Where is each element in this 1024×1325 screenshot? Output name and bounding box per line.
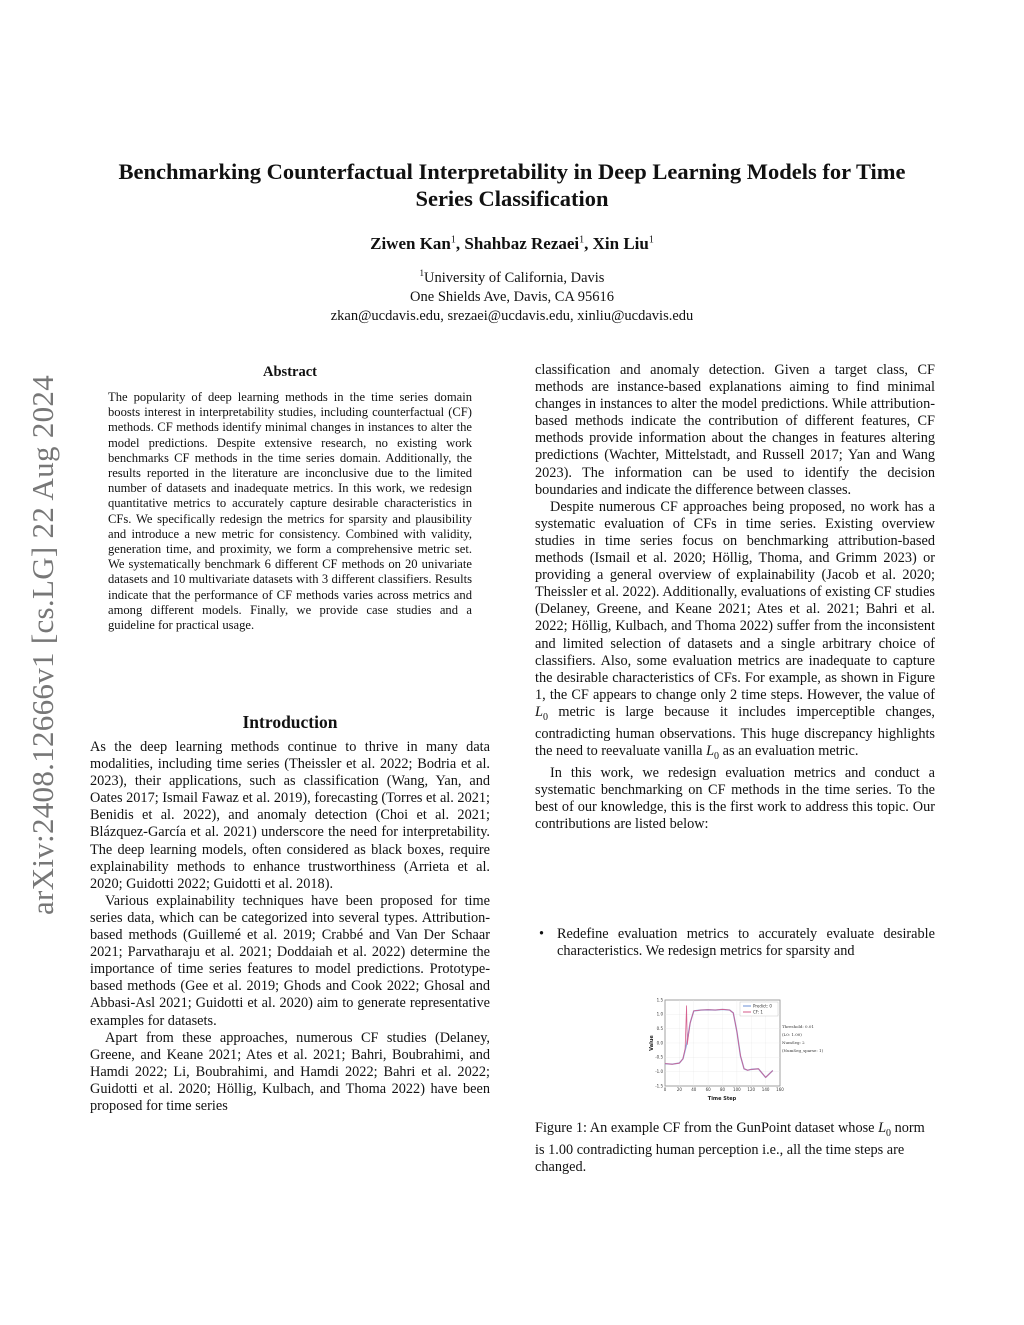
x-tick-label: 0 [663, 1087, 667, 1092]
y-axis-label: Value [649, 1035, 655, 1051]
right-paragraph-2-part-a: Despite numerous CF approaches being proposed, no work has a systematic evaluation of CFs in time series. Existing overview studies in time series focus on benchmarking attribution-based methods (Ismail et al. 2020; Höllig, Thoma, and Grimm 2023) or providing a general overview of explainability (Jacob et al. 2020; Theissler et al. 2022). Additionally, evaluations of existing CF studies (Delaney, Greene, and Keane 2021; Ates et al. 2021; Bahri et al. 2022; Höllig, Kulbach, and Thoma 2022) suffer from the inconsistent and limited selection of datasets and a single arbitrary choice of classifiers. Also, some evaluation metrics are inadequate to capture the desirable characteristics of CFs. For example, as shown in Figure 1, the CF appears to change only 2 time steps. However, the value of [535, 498, 935, 703]
cf-line-chart [645, 996, 825, 1102]
right-paragraph-1: classification and anomaly detection. Given a target class, CF methods are instance-based explanations aiming to find minimal changes in instances to alter the model predictions. While attribution-based methods indicate the contribution of different features, CF methods provide information about the changes in features altering predictions (Wachter, Mittelstadt, and Russell 2017; Yan and Wang 2023). The information can be used to identify the decision boundaries and indicate the difference between classes. [535, 362, 935, 498]
math-subscript: 0 [714, 750, 720, 762]
affiliation-block [80, 264, 944, 326]
author-separator: , [455, 234, 465, 253]
y-tick-label: 0.0 [656, 1040, 663, 1046]
l0-symbol [535, 703, 548, 723]
author-list [80, 234, 944, 254]
affiliation-address: One Shields Ave, Davis, CA 95616 [410, 288, 614, 305]
l0-symbol [878, 1120, 892, 1139]
left-column-body [90, 739, 490, 1115]
y-tick-label: -1.0 [655, 1069, 663, 1075]
series-line-cf [665, 1003, 773, 1078]
affiliation-mark: 1 [419, 268, 425, 278]
intro-paragraph-1: As the deep learning methods continue to thrive in many data modalities, including time series (Theissler et al. 2022; Bodria et al. 2023), their applications, such as classification (Wang, Yan, and Oates 2017; Ismail Fawaz et al. 2019), forecasting (Torres et al. 2021; Benidis et al. 2022), and anomaly detection (Choi et al. 2021; Blázquez-García et al. 2021) underscore the need for interpretability. The deep learning models, often considered as black boxes, require explainability methods to enhance trustworthiness (Arrieta et al. 2020; Guidotti 2022; Guidotti et al. 2018). [90, 739, 490, 892]
arxiv-identifier [8, 350, 78, 940]
y-tick-label: 1.5 [656, 997, 663, 1003]
legend-label-cf: CF: 1 [753, 1009, 763, 1015]
y-tick-label: -1.5 [655, 1083, 663, 1089]
series-layer [665, 1003, 773, 1078]
author-name: Ziwen Kan [370, 234, 451, 253]
x-tick-label: 120 [747, 1087, 756, 1092]
contribution-bullet [535, 926, 935, 960]
chart-legend [740, 1002, 778, 1016]
y-tick-label: 1.0 [656, 1011, 663, 1017]
math-subscript: 0 [886, 1127, 892, 1139]
introduction-heading: Introduction [242, 712, 338, 732]
author-emails: zkan@ucdavis.edu, srezaei@ucdavis.edu, xinliu@ucdavis.edu [330, 307, 694, 324]
paper-title [80, 158, 944, 212]
title-line-2: Series Classification [415, 186, 609, 211]
right-paragraph-2-part-c: as an evaluation metric. [722, 742, 859, 759]
chart-annotations [782, 1024, 824, 1053]
x-tick-label: 60 [705, 1087, 711, 1092]
y-tick-label: -0.5 [655, 1054, 663, 1060]
right-paragraph-2-part-b: metric is large because it includes imperceptible changes, contradicting human observations. This huge discrepancy highlights the need to reevaluate vanilla [535, 703, 935, 759]
author-name: Shahbaz Rezaei [464, 234, 580, 253]
bullet-text: Redefine evaluation metrics to accurately evaluate desirable characteristics. We redesign metrics for sparsity and [557, 926, 935, 960]
math-l: L [878, 1120, 887, 1136]
institution-name: University of California, Davis [424, 269, 605, 286]
annotation-threshold: Threshold: 0.01 [782, 1024, 814, 1029]
x-axis-label: Time Step [707, 1096, 737, 1102]
x-tick-label: 20 [676, 1087, 682, 1092]
math-subscript: 0 [542, 711, 548, 723]
intro-paragraph-2: Various explainability techniques have been proposed for time series data, which can be categorized into several types. Attribution-based methods (Guillemé et al. 2019; Crabbé and Van Der Schaar 2021; Parvatharaju et al. 2021; Doddaiah et al. 2022) determine the importance of time series features to model predictions. Prototype-based methods (Gee et al. 2019; Ghods and Cook 2022; Ghosal and Abbasi-Asl 2021; Guidotti et al. 2020) aim to generate representative examples for datasets. [90, 892, 490, 1029]
author-separator: , [584, 234, 593, 253]
bullet-symbol: • [539, 926, 545, 942]
arxiv-id-text: arXiv:2408.12666v1 [cs.LG] 22 Aug 2024 [25, 374, 61, 916]
author-mark: 1 [450, 234, 456, 246]
series-line-predict [665, 1009, 773, 1077]
caption-part-b: norm is 1.00 contradicting human perception i.e., all the time steps are changed. [535, 1120, 925, 1176]
caption-part-a: Figure 1: An example CF from the GunPoint dataset whose [535, 1120, 875, 1136]
right-paragraph-3: In this work, we redesign evaluation metrics and conduct a systematic benchmarking on CF methods in the time series. To the best of our knowledge, this is the first work to address this topic. Our contributions are listed below: [535, 764, 935, 833]
x-tick-label: 80 [719, 1087, 726, 1092]
math-l: L [706, 742, 715, 759]
annotation-numseg: NumSeg: 2 [782, 1040, 805, 1045]
author-mark: 1 [648, 234, 654, 246]
abstract-text: The popularity of deep learning methods in the time series domain boosts interest in interpretability studies, including counterfactual (CF) methods. CF methods identify minimal changes in instances to alter the model predictions. Despite extensive research, no existing work benchmarks CF methods in the time series domain. Additionally, the results reported in the literature are inconclusive due to the limited number of datasets and inadequate metrics. In this work, we redesign quantitative metrics to accurately capture desirable characteristics in CFs. We specifically redesign the metrics for sparsity and plausibility and introduce a new metric for consistency. Combined with validity, generation time, and proximity, we form a comprehensive metric set. We systematically benchmark 6 different CF methods on 20 univariate datasets and 10 multivariate datasets with 3 different classifiers. Results indicate that the performance of CF methods varies across metrics and among different models. Finally, we provide case studies and a guideline for practical usage. [108, 390, 472, 633]
affiliation-institution [80, 264, 944, 288]
math-l: L [535, 703, 543, 720]
legend-label-predict: Predict: 0 [753, 1003, 772, 1009]
annotation-l0: (L0: 1.00) [782, 1032, 802, 1037]
x-tick-label: 160 [776, 1087, 784, 1092]
intro-paragraph-3: Apart from these approaches, numerous CF studies (Delaney, Greene, and Keane 2021; Ates et al. 2021; Bahri, Boubrahimi, and Hamdi 2022; Li, Boubrahimi, and Hamdi 2022; Bahri et al. 2022; Guidotti et al. 2020; Höllig, Kulbach, and Thoma 2022) have been proposed for time series [90, 1029, 490, 1114]
y-tick-label: 0.5 [656, 1026, 663, 1032]
figure-1 [645, 996, 825, 1102]
author-name: Xin Liu [592, 234, 649, 253]
x-tick-label: 100 [733, 1087, 741, 1092]
right-paragraph-2 [535, 499, 935, 765]
abstract-heading: Abstract [263, 364, 317, 380]
l0-symbol [706, 742, 720, 762]
figure-1-caption [535, 1120, 935, 1176]
x-tick-label: 140 [761, 1087, 770, 1092]
author-mark: 1 [579, 234, 585, 246]
annotation-numseg-sparse: (NumSeg_sparse: 1) [782, 1048, 824, 1053]
x-tick-label: 40 [691, 1087, 697, 1092]
right-column-body [535, 362, 935, 833]
title-line-1: Benchmarking Counterfactual Interpretability in Deep Learning Models for Time [118, 159, 906, 184]
